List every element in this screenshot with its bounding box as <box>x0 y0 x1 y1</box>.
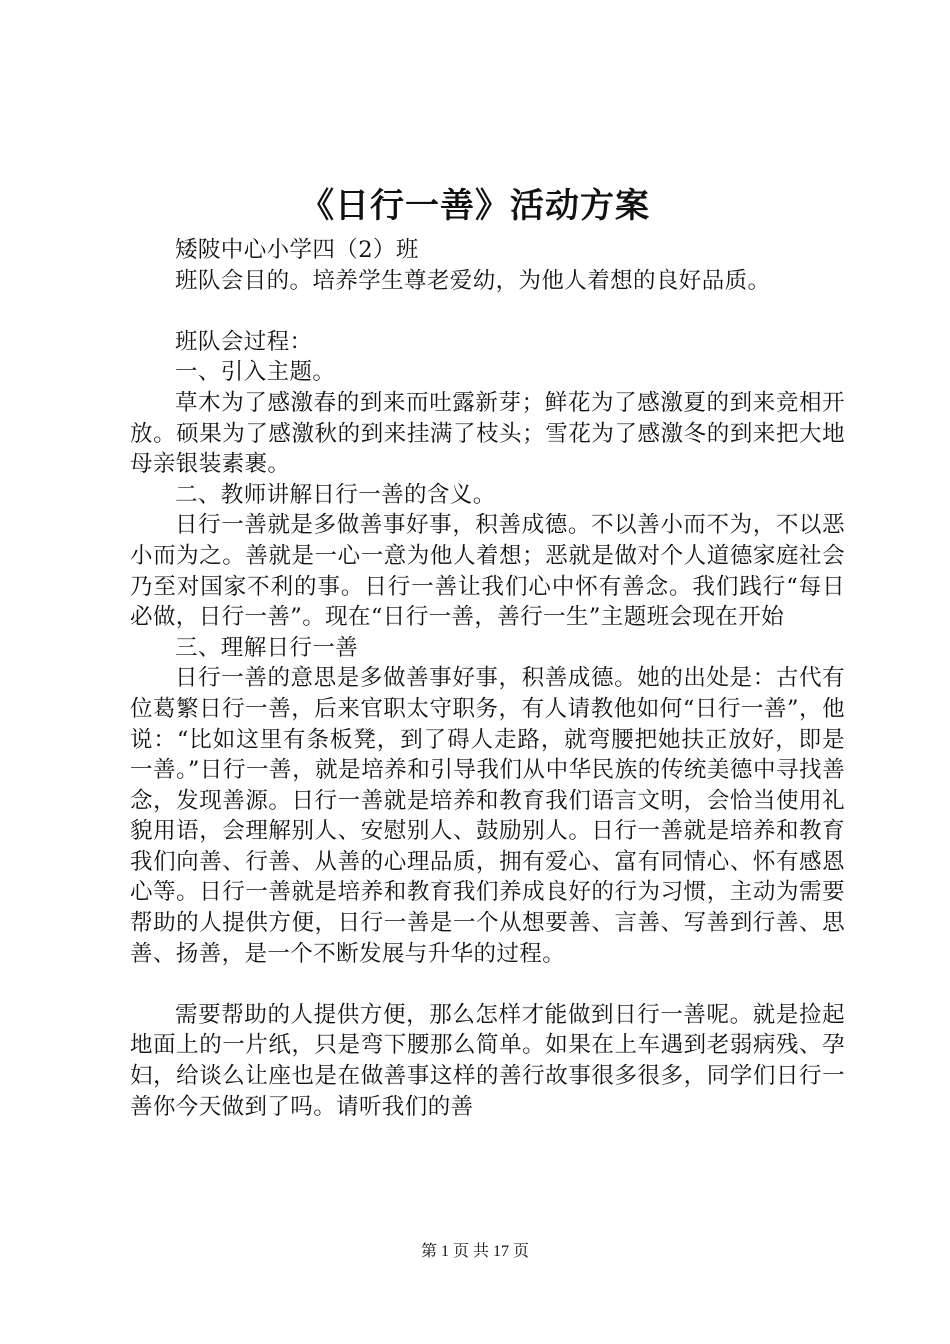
paragraph-section-3-text: 日行一善的意思是多做善事好事，积善成德。她的出处是：古代有位葛繁日行一善，后来官职太守职务，有人请教他如何“日行一善”，他说：“比如这里有条板凳，到了碍人走路，就弯腰把她扶正放好，即是一善。”日行一善，就是培养和引导我们从中华民族的传统美德中寻找善念，发现善源。日行一善就是培养和教育我们语言文明，会恰当使用礼貌用语，会理解别人、安慰别人、鼓励别人。日行一善就是培养和教育我们向善、行善、从善的心理品质，拥有爱心、富有同情心、怀有感恩心等。日行一善就是培养和教育我们养成良好的行为习惯，主动为需要帮助的人提供方便，日行一善是一个从想要善、言善、写善到行善、思善、扬善，是一个不断发展与升华的过程。 <box>130 665 845 967</box>
paragraph-section-2-text: 日行一善就是多做善事好事，积善成德。不以善小而不为，不以恶小而为之。善就是一心一意为他人着想；恶就是做对个人道德家庭社会乃至对国家不利的事。日行一善让我们心中怀有善念。我们践行“每日必做，日行一善”。现在“日行一善，善行一生”主题班会现在开始 <box>130 512 845 631</box>
document-body <box>130 235 845 1122</box>
paragraph-school-class: 矮陂中心小学四（2）班 <box>175 237 419 263</box>
paragraph-purpose: 班队会目的。培养学生尊老爱幼，为他人着想的良好品质。 <box>175 267 771 294</box>
paragraph-section-2-heading: 二、教师讲解日行一善的含义。 <box>175 481 496 508</box>
paragraph-section-1-heading: 一、引入主题。 <box>175 359 336 386</box>
paragraph-spacer <box>130 296 845 327</box>
paragraph-process-heading: 班队会过程： <box>175 328 313 355</box>
paragraph-spacer <box>130 969 845 1000</box>
document-title: 《日行一善》活动方案 <box>300 186 650 226</box>
paragraph-section-1-text: 草木为了感激春的到来而吐露新芽；鲜花为了感激夏的到来竞相开放。硕果为了感激秋的到来挂满了枝头；雪花为了感激冬的到来把大地母亲银装素裹。 <box>130 389 845 478</box>
page-number-footer: 第 1 页 共 17 页 <box>420 1243 529 1260</box>
paragraph-closing-text: 需要帮助的人提供方便，那么怎样才能做到日行一善呢。就是捡起地面上的一片纸，只是弯下腰那么简单。如果在上车遇到老弱病残、孕妇，给谈么让座也是在做善事这样的善行故事很多很多，同学们日行一善你今天做到了吗。请听我们的善 <box>130 1001 845 1120</box>
paragraph-section-3-heading: 三、理解日行一善 <box>175 634 359 661</box>
